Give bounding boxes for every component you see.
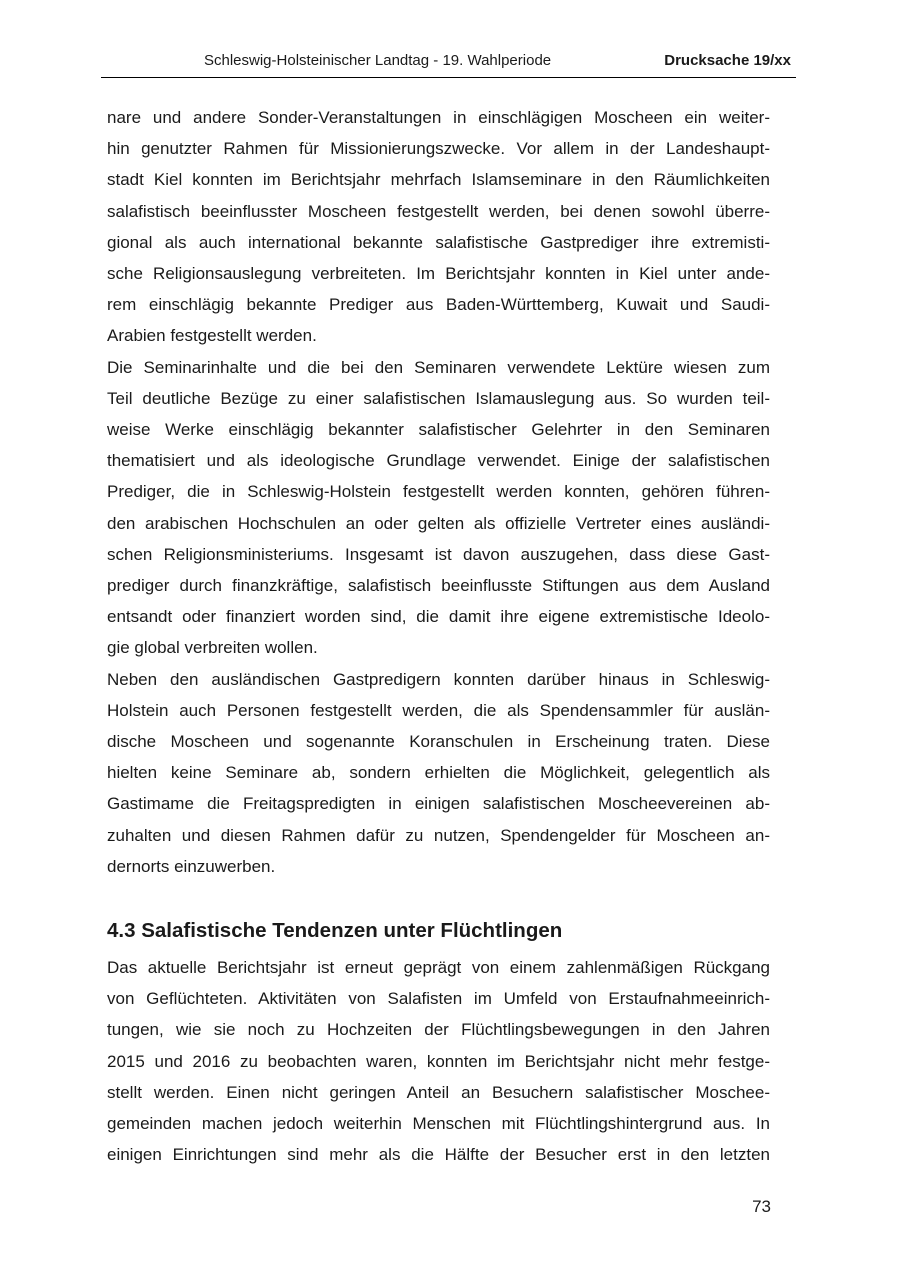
text-line: 2015 und 2016 zu beobachten waren, konnten im Berichtsjahr nicht mehr festge- [107, 1051, 770, 1071]
header-doc-number: Drucksache 19/xx [664, 52, 791, 69]
body-text [107, 102, 770, 1171]
header-title: Schleswig-Holsteinischer Landtag - 19. Wahlperiode [204, 52, 552, 69]
text-line: Teil deutliche Bezüge zu einer salafistischen Islamauslegung aus. So wurden teil- [107, 388, 770, 408]
paragraph-3 [107, 664, 770, 882]
text-line: gional als auch international bekannte salafistische Gastprediger ihre extremisti- [107, 232, 770, 252]
text-line: stellt werden. Einen nicht geringen Anteil an Besuchern salafistischer Moschee- [107, 1082, 770, 1102]
text-line: thematisiert und als ideologische Grundlage verwendet. Einige der salafistischen [107, 451, 770, 471]
text-line: dische Moscheen und sogenannte Koranschulen in Erscheinung traten. Diese [107, 732, 770, 752]
text-line: entsandt oder finanziert worden sind, die damit ihre eigene extremistische Ideolo- [107, 607, 770, 627]
text-line: hin genutzter Rahmen für Missionierungszwecke. Vor allem in der Landeshaupt- [107, 139, 770, 159]
text-line: Arabien festgestellt werden. [107, 326, 317, 346]
text-line: Holstein auch Personen festgestellt werden, die als Spendensammler für auslän- [107, 700, 770, 720]
text-line: stadt Kiel konnten im Berichtsjahr mehrfach Islamseminare in den Räumlichkeiten [107, 170, 770, 190]
text-line: prediger durch finanzkräftige, salafistisch beeinflusste Stiftungen aus dem Ausland [107, 576, 770, 596]
text-line: tungen, wie sie noch zu Hochzeiten der Flüchtlingsbewegungen in den Jahren [107, 1020, 770, 1040]
paragraph-1 [107, 102, 770, 352]
text-line: hielten keine Seminare ab, sondern erhielten die Möglichkeit, gelegentlich als [107, 763, 770, 783]
text-line: Gastimame die Freitagspredigten in einigen salafistischen Moscheevereinen ab- [107, 794, 770, 814]
text-line: einigen Einrichtungen sind mehr als die Hälfte der Besucher erst in den letzten [107, 1145, 770, 1165]
text-line: sche Religionsauslegung verbreiteten. Im Berichtsjahr konnten in Kiel unter ande- [107, 264, 770, 284]
section-paragraph [107, 952, 770, 1170]
text-line: dernorts einzuwerben. [107, 856, 276, 876]
text-line: von Geflüchteten. Aktivitäten von Salafisten im Umfeld von Erstaufnahmeeinrich- [107, 989, 770, 1009]
text-line: gie global verbreiten wollen. [107, 638, 318, 658]
text-line: nare und andere Sonder-Veranstaltungen in einschlägigen Moscheen ein weiter- [107, 108, 770, 127]
text-line: rem einschlägig bekannte Prediger aus Baden-Württemberg, Kuwait und Saudi- [107, 295, 770, 315]
page-header [101, 50, 796, 78]
text-line: Neben den ausländischen Gastpredigern konnten darüber hinaus in Schleswig- [107, 669, 770, 689]
text-line: zuhalten und diesen Rahmen dafür zu nutzen, Spendengelder für Moscheen an- [107, 825, 770, 845]
text-line: weise Werke einschlägig bekannter salafistischer Gelehrter in den Seminaren [107, 420, 770, 440]
text-line: schen Religionsministeriums. Insgesamt ist davon auszugehen, dass diese Gast- [107, 544, 770, 564]
text-line: Die Seminarinhalte und die bei den Seminaren verwendete Lektüre wiesen zum [107, 357, 770, 377]
section-heading: 4.3 Salafistische Tendenzen unter Flüchtlingen [107, 919, 563, 943]
page-number: 73 [752, 1197, 771, 1216]
text-line: salafistisch beeinflusster Moscheen festgestellt werden, bei denen sowohl überre- [107, 201, 770, 221]
text-line: gemeinden machen jedoch weiterhin Menschen mit Flüchtlingshintergrund aus. In [107, 1114, 770, 1134]
paragraph-2 [107, 352, 770, 664]
text-line: Das aktuelle Berichtsjahr ist erneut geprägt von einem zahlenmäßigen Rückgang [107, 958, 770, 978]
text-line: den arabischen Hochschulen an oder gelten als offizielle Vertreter eines ausländi- [107, 513, 770, 533]
text-line: Prediger, die in Schleswig-Holstein festgestellt werden konnten, gehören führen- [107, 482, 770, 502]
